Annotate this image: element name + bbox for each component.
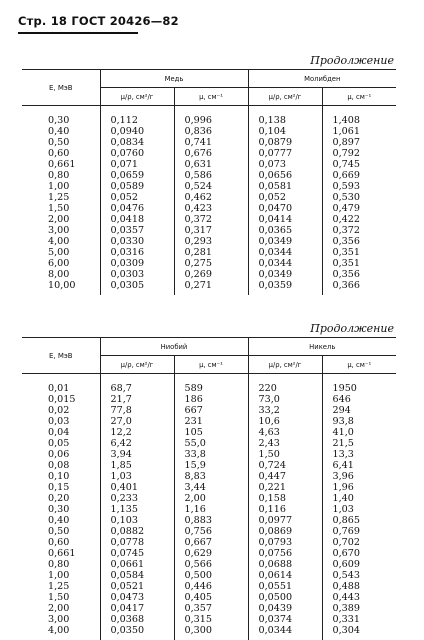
value-cell: 0,0344 — [248, 625, 322, 640]
value-cell: 77,8 — [100, 405, 174, 416]
value-cell: 12,2 — [100, 427, 174, 438]
value-cell: 0,593 — [322, 181, 396, 192]
value-cell: 0,670 — [322, 548, 396, 559]
subheader-mass-coeff: μ/ρ, см²/г — [100, 88, 174, 106]
value-cell: 0,351 — [322, 258, 396, 269]
value-cell: 0,0882 — [100, 526, 174, 537]
table-row — [22, 625, 396, 640]
table-row — [22, 405, 396, 416]
energy-cell: 1,50 — [48, 592, 70, 603]
value-cell: 0,865 — [322, 515, 396, 526]
subheader-linear-coeff: μ, см⁻¹ — [174, 88, 248, 106]
value-cell: 0,667 — [174, 537, 248, 548]
energy-cell: 0,40 — [48, 126, 70, 137]
spacer-cell — [174, 106, 248, 116]
value-cell: 0,052 — [248, 192, 322, 203]
value-cell: 93,8 — [322, 416, 396, 427]
value-cell: 0,0614 — [248, 570, 322, 581]
spacer-cell — [322, 374, 396, 384]
value-cell: 0,104 — [248, 126, 322, 137]
value-cell: 13,3 — [322, 449, 396, 460]
value-cell: 0,071 — [100, 159, 174, 170]
energy-cell: 0,40 — [48, 515, 70, 526]
table-row — [22, 383, 396, 394]
value-cell: 0,269 — [174, 269, 248, 280]
table-row — [22, 214, 396, 225]
value-cell: 0,0589 — [100, 181, 174, 192]
spacer-cell — [174, 374, 248, 384]
material-header-niobium: Ниобий — [100, 338, 248, 356]
energy-column-header: E, МэВ — [22, 70, 100, 106]
value-cell: 0,0476 — [100, 203, 174, 214]
attenuation-table-niobium-nickel — [22, 337, 396, 640]
value-cell: 0,745 — [322, 159, 396, 170]
energy-cell: 1,50 — [48, 203, 70, 214]
value-cell: 6,42 — [100, 438, 174, 449]
value-cell: 0,112 — [100, 115, 174, 126]
energy-cell: 0,60 — [48, 148, 70, 159]
value-cell: 0,401 — [100, 482, 174, 493]
energy-cell: 0,04 — [48, 427, 70, 438]
value-cell: 0,724 — [248, 460, 322, 471]
value-cell: 0,0581 — [248, 181, 322, 192]
spacer-cell — [22, 374, 100, 384]
value-cell: 0,0879 — [248, 137, 322, 148]
value-cell: 21,7 — [100, 394, 174, 405]
spacer-cell — [248, 106, 322, 116]
value-cell: 0,233 — [100, 493, 174, 504]
energy-cell: 1,00 — [48, 181, 70, 192]
value-cell: 0,488 — [322, 581, 396, 592]
value-cell: 0,331 — [322, 614, 396, 625]
table-row — [22, 548, 396, 559]
value-cell: 0,372 — [322, 225, 396, 236]
table-row — [22, 427, 396, 438]
energy-cell: 5,00 — [48, 247, 70, 258]
value-cell: 0,446 — [174, 581, 248, 592]
value-cell: 0,530 — [322, 192, 396, 203]
value-cell: 0,0309 — [100, 258, 174, 269]
value-cell: 0,669 — [322, 170, 396, 181]
value-cell: 33,8 — [174, 449, 248, 460]
value-cell: 0,0977 — [248, 515, 322, 526]
table-row — [22, 236, 396, 247]
table-row — [22, 559, 396, 570]
value-cell: 8,83 — [174, 471, 248, 482]
energy-cell: 10,00 — [48, 280, 76, 291]
value-cell: 186 — [174, 394, 248, 405]
value-cell: 73,0 — [248, 394, 322, 405]
subheader-linear-coeff: μ, см⁻¹ — [174, 356, 248, 374]
table-row — [22, 192, 396, 203]
energy-cell: 2,00 — [48, 603, 70, 614]
spacer-cell — [22, 106, 100, 116]
value-cell: 0,0349 — [248, 236, 322, 247]
page-header: Стр. 18 ГОСТ 20426—82 — [18, 14, 179, 28]
value-cell: 231 — [174, 416, 248, 427]
value-cell: 0,0357 — [100, 225, 174, 236]
energy-cell: 1,25 — [48, 192, 70, 203]
value-cell: 0,566 — [174, 559, 248, 570]
value-cell: 0,366 — [322, 280, 396, 295]
value-cell: 2,00 — [174, 493, 248, 504]
energy-cell: 0,02 — [48, 405, 70, 416]
table-row — [22, 504, 396, 515]
value-cell: 55,0 — [174, 438, 248, 449]
value-cell: 0,293 — [174, 236, 248, 247]
energy-cell: 0,015 — [48, 394, 76, 405]
energy-cell: 4,00 — [48, 625, 70, 636]
attenuation-table-copper-molybdenum — [22, 69, 396, 295]
value-cell: 1,40 — [322, 493, 396, 504]
value-cell: 0,0777 — [248, 148, 322, 159]
table-row — [22, 614, 396, 625]
table-row — [22, 537, 396, 548]
energy-cell: 0,80 — [48, 170, 70, 181]
value-cell: 0,0349 — [248, 269, 322, 280]
value-cell: 0,0417 — [100, 603, 174, 614]
energy-cell: 0,03 — [48, 416, 70, 427]
value-cell: 0,676 — [174, 148, 248, 159]
energy-cell: 0,50 — [48, 526, 70, 537]
value-cell: 0,221 — [248, 482, 322, 493]
value-cell: 21,5 — [322, 438, 396, 449]
value-cell: 4,63 — [248, 427, 322, 438]
value-cell: 0,756 — [174, 526, 248, 537]
value-cell: 15,9 — [174, 460, 248, 471]
value-cell: 0,631 — [174, 159, 248, 170]
table-row — [22, 258, 396, 269]
value-cell: 0,351 — [322, 247, 396, 258]
energy-cell: 0,30 — [48, 115, 70, 126]
energy-cell: 1,00 — [48, 570, 70, 581]
table-row — [22, 438, 396, 449]
table-row — [22, 137, 396, 148]
value-cell: 0,0500 — [248, 592, 322, 603]
value-cell: 0,0344 — [248, 258, 322, 269]
value-cell: 0,0869 — [248, 526, 322, 537]
table-row — [22, 515, 396, 526]
value-cell: 0,0661 — [100, 559, 174, 570]
value-cell: 0,0330 — [100, 236, 174, 247]
energy-column-header: E, МэВ — [22, 338, 100, 374]
table-row — [22, 581, 396, 592]
header-rule — [18, 32, 138, 34]
value-cell: 0,300 — [174, 625, 248, 640]
value-cell: 1,96 — [322, 482, 396, 493]
value-cell: 1,061 — [322, 126, 396, 137]
value-cell: 3,44 — [174, 482, 248, 493]
spacer-cell — [248, 374, 322, 384]
table-row — [22, 115, 396, 126]
value-cell: 0,0659 — [100, 170, 174, 181]
value-cell: 0,0473 — [100, 592, 174, 603]
energy-cell: 3,00 — [48, 225, 70, 236]
table-row — [22, 269, 396, 280]
value-cell: 0,0688 — [248, 559, 322, 570]
subheader-linear-coeff: μ, см⁻¹ — [322, 88, 396, 106]
material-header-molybdenum: Молибден — [248, 70, 396, 88]
energy-cell: 0,10 — [48, 471, 70, 482]
subheader-mass-coeff: μ/ρ, см²/г — [100, 356, 174, 374]
table-row — [22, 394, 396, 405]
value-cell: 0,443 — [322, 592, 396, 603]
table-row — [22, 280, 396, 295]
value-cell: 0,317 — [174, 225, 248, 236]
value-cell: 0,524 — [174, 181, 248, 192]
energy-cell: 0,20 — [48, 493, 70, 504]
value-cell: 0,423 — [174, 203, 248, 214]
value-cell: 0,0303 — [100, 269, 174, 280]
value-cell: 0,543 — [322, 570, 396, 581]
value-cell: 0,586 — [174, 170, 248, 181]
value-cell: 10,6 — [248, 416, 322, 427]
header-spacer-row — [22, 106, 396, 116]
value-cell: 33,2 — [248, 405, 322, 416]
energy-cell: 8,00 — [48, 269, 70, 280]
energy-cell: 0,15 — [48, 482, 70, 493]
spacer-cell — [322, 106, 396, 116]
spacer-cell — [100, 374, 174, 384]
table2-continuation-label: Продолжение — [310, 322, 394, 335]
header-spacer-row — [22, 374, 396, 384]
table-row — [22, 126, 396, 137]
value-cell: 0,702 — [322, 537, 396, 548]
energy-cell: 3,00 — [48, 614, 70, 625]
energy-cell: 2,00 — [48, 214, 70, 225]
value-cell: 1,408 — [322, 115, 396, 126]
value-cell: 0,792 — [322, 148, 396, 159]
table-row — [22, 592, 396, 603]
value-cell: 0,897 — [322, 137, 396, 148]
value-cell: 0,0940 — [100, 126, 174, 137]
table-row — [22, 460, 396, 471]
value-cell: 0,0305 — [100, 280, 174, 295]
value-cell: 0,0793 — [248, 537, 322, 548]
energy-cell: 0,30 — [48, 504, 70, 515]
value-cell: 0,0368 — [100, 614, 174, 625]
value-cell: 0,447 — [248, 471, 322, 482]
value-cell: 0,741 — [174, 137, 248, 148]
value-cell: 589 — [174, 383, 248, 394]
value-cell: 0,462 — [174, 192, 248, 203]
value-cell: 0,372 — [174, 214, 248, 225]
table-row — [22, 493, 396, 504]
value-cell: 646 — [322, 394, 396, 405]
value-cell: 2,43 — [248, 438, 322, 449]
table-row — [22, 247, 396, 258]
value-cell: 0,0745 — [100, 548, 174, 559]
value-cell: 105 — [174, 427, 248, 438]
table-row — [22, 471, 396, 482]
energy-cell: 0,08 — [48, 460, 70, 471]
value-cell: 0,0470 — [248, 203, 322, 214]
energy-cell: 0,60 — [48, 537, 70, 548]
value-cell: 0,304 — [322, 625, 396, 640]
value-cell: 0,0414 — [248, 214, 322, 225]
value-cell: 68,7 — [100, 383, 174, 394]
energy-cell: 0,01 — [48, 383, 70, 394]
value-cell: 0,158 — [248, 493, 322, 504]
value-cell: 1,03 — [100, 471, 174, 482]
value-cell: 0,116 — [248, 504, 322, 515]
material-header-nickel: Никель — [248, 338, 396, 356]
value-cell: 0,103 — [100, 515, 174, 526]
energy-cell: 0,661 — [48, 159, 76, 170]
table-row — [22, 526, 396, 537]
value-cell: 0,356 — [322, 236, 396, 247]
table-row — [22, 416, 396, 427]
value-cell: 0,836 — [174, 126, 248, 137]
energy-cell: 0,661 — [48, 548, 76, 559]
value-cell: 41,0 — [322, 427, 396, 438]
energy-cell: 4,00 — [48, 236, 70, 247]
value-cell: 1,03 — [322, 504, 396, 515]
value-cell: 0,500 — [174, 570, 248, 581]
value-cell: 0,356 — [322, 269, 396, 280]
subheader-linear-coeff: μ, см⁻¹ — [322, 356, 396, 374]
value-cell: 0,0834 — [100, 137, 174, 148]
value-cell: 1,50 — [248, 449, 322, 460]
table-row — [22, 203, 396, 214]
value-cell: 667 — [174, 405, 248, 416]
value-cell: 0,0756 — [248, 548, 322, 559]
energy-cell: 0,06 — [48, 449, 70, 460]
value-cell: 0,609 — [322, 559, 396, 570]
table-row — [22, 159, 396, 170]
energy-cell: 0,50 — [48, 137, 70, 148]
table-row — [22, 603, 396, 614]
value-cell: 0,0656 — [248, 170, 322, 181]
value-cell: 0,315 — [174, 614, 248, 625]
value-cell: 1950 — [322, 383, 396, 394]
subheader-mass-coeff: μ/ρ, см²/г — [248, 356, 322, 374]
spacer-cell — [100, 106, 174, 116]
material-header-copper: Медь — [100, 70, 248, 88]
value-cell: 0,0350 — [100, 625, 174, 640]
table-row — [22, 170, 396, 181]
value-cell: 0,422 — [322, 214, 396, 225]
value-cell: 0,0359 — [248, 280, 322, 295]
value-cell: 0,0584 — [100, 570, 174, 581]
value-cell: 0,479 — [322, 203, 396, 214]
table-row — [22, 570, 396, 581]
table-row — [22, 181, 396, 192]
value-cell: 0,0418 — [100, 214, 174, 225]
value-cell: 0,405 — [174, 592, 248, 603]
value-cell: 1,85 — [100, 460, 174, 471]
value-cell: 0,0344 — [248, 247, 322, 258]
table-row — [22, 482, 396, 493]
value-cell: 6,41 — [322, 460, 396, 471]
value-cell: 0,0551 — [248, 581, 322, 592]
energy-cell: 0,80 — [48, 559, 70, 570]
value-cell: 0,883 — [174, 515, 248, 526]
value-cell: 0,769 — [322, 526, 396, 537]
energy-cell: 0,05 — [48, 438, 70, 449]
table-row — [22, 225, 396, 236]
value-cell: 1,16 — [174, 504, 248, 515]
value-cell: 0,271 — [174, 280, 248, 295]
value-cell: 0,281 — [174, 247, 248, 258]
value-cell: 0,0760 — [100, 148, 174, 159]
value-cell: 0,0521 — [100, 581, 174, 592]
table1-continuation-label: Продолжение — [310, 54, 394, 67]
value-cell: 220 — [248, 383, 322, 394]
value-cell: 0,996 — [174, 115, 248, 126]
table-row — [22, 449, 396, 460]
value-cell: 3,94 — [100, 449, 174, 460]
value-cell: 0,389 — [322, 603, 396, 614]
value-cell: 1,135 — [100, 504, 174, 515]
value-cell: 27,0 — [100, 416, 174, 427]
value-cell: 0,052 — [100, 192, 174, 203]
value-cell: 0,0365 — [248, 225, 322, 236]
value-cell: 3,96 — [322, 471, 396, 482]
value-cell: 294 — [322, 405, 396, 416]
value-cell: 0,138 — [248, 115, 322, 126]
value-cell: 0,0439 — [248, 603, 322, 614]
subheader-mass-coeff: μ/ρ, см²/г — [248, 88, 322, 106]
value-cell: 0,275 — [174, 258, 248, 269]
value-cell: 0,0316 — [100, 247, 174, 258]
value-cell: 0,357 — [174, 603, 248, 614]
energy-cell: 6,00 — [48, 258, 70, 269]
value-cell: 0,073 — [248, 159, 322, 170]
value-cell: 0,0778 — [100, 537, 174, 548]
value-cell: 0,629 — [174, 548, 248, 559]
value-cell: 0,0374 — [248, 614, 322, 625]
energy-cell: 1,25 — [48, 581, 70, 592]
table-row — [22, 148, 396, 159]
